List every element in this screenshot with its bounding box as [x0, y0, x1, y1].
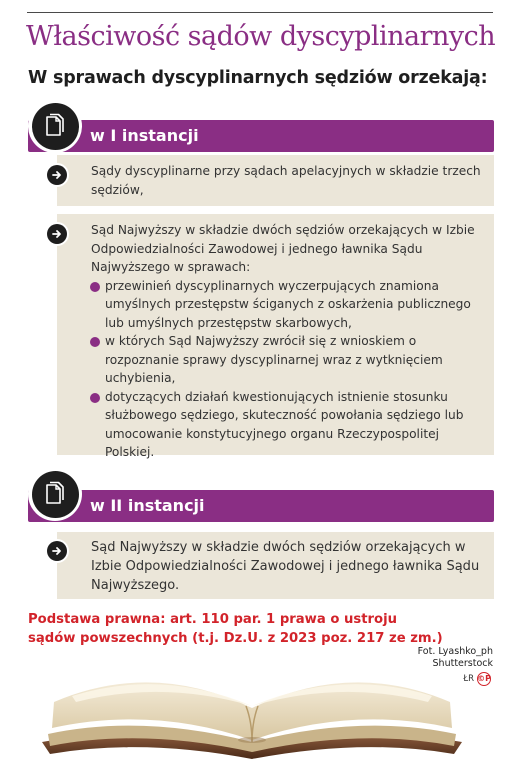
photo-credit-line: Fot. Lyashko_ph — [417, 646, 493, 657]
bullet-dot — [90, 337, 100, 347]
sub-list-item — [105, 332, 482, 388]
sub-list — [91, 277, 482, 462]
photo-credit-line: Shutterstock — [432, 657, 493, 669]
sub-list-item — [105, 277, 482, 333]
bullet-dot — [90, 282, 100, 292]
copyright-initials: ŁR — [463, 674, 474, 684]
bullet-dot — [90, 393, 100, 403]
arrow-badge — [45, 539, 69, 563]
page-subtitle: W sprawach dyscyplinarnych sędziów orzekają: — [28, 68, 488, 88]
document-icon — [43, 113, 67, 139]
arrow-right-icon — [51, 228, 63, 240]
open-book-image — [42, 662, 462, 760]
list-item — [57, 155, 494, 206]
section-header-first-instance — [28, 120, 494, 152]
arrow-right-icon — [51, 545, 63, 557]
section-header-second-instance — [28, 490, 494, 522]
copyright-mark — [463, 672, 491, 686]
item-text: Sąd Najwyższy w składzie dwóch sędziów orzekających w Izbie Odpowiedzialności Zawodowej i jednego ławnika Sądu Najwyższego. — [91, 540, 480, 593]
page-title: Właściwość sądów dyscyplinarnych — [26, 21, 496, 52]
document-badge — [28, 467, 82, 521]
sub-list-item-text: w których Sąd Najwyższy zwrócił się z wnioskiem o rozpoznanie sprawy dyscyplinarnej wraz z wytknięciem uchybienia, — [105, 334, 443, 385]
item-text: Sąd Najwyższy w składzie dwóch sędziów orzekających w Izbie Odpowiedzialności Zawodowej i jednego ławnika Sądu Najwyższego w sprawach: — [91, 223, 475, 274]
sub-list-item-text: dotyczących działań kwestionujących istnienie stosunku służbowego sędziego, skuteczność powołania sędziego lub umocowanie konstytucyjnego organu Rzeczypospolitej Polskiej. — [105, 389, 464, 459]
item-text: Sądy dyscyplinarne przy sądach apelacyjnych w składzie trzech sędziów, — [91, 164, 481, 197]
arrow-badge — [45, 222, 69, 246]
section-label: w I instancji — [90, 126, 199, 145]
section-label: w II instancji — [90, 496, 205, 515]
document-icon — [43, 481, 67, 507]
top-rule — [27, 12, 493, 13]
list-item — [57, 532, 494, 599]
legal-basis: Podstawa prawna: art. 110 par. 1 prawa o ustroju sądów powszechnych (t.j. Dz.U. z 2023 poz. 217 ze zm.) — [28, 612, 443, 646]
sub-list-item-text: przewinień dyscyplinarnych wyczerpujących znamiona umyślnych przestępstw ściganych z oskarżenia publicznego lub umyślnych przestępstw skarbowych, — [105, 278, 471, 330]
copyright-icon: ©P — [477, 672, 491, 686]
list-item — [57, 214, 494, 459]
document-badge — [28, 99, 82, 153]
arrow-right-icon — [51, 169, 63, 181]
arrow-badge — [45, 163, 69, 187]
sub-list-item — [105, 388, 482, 462]
